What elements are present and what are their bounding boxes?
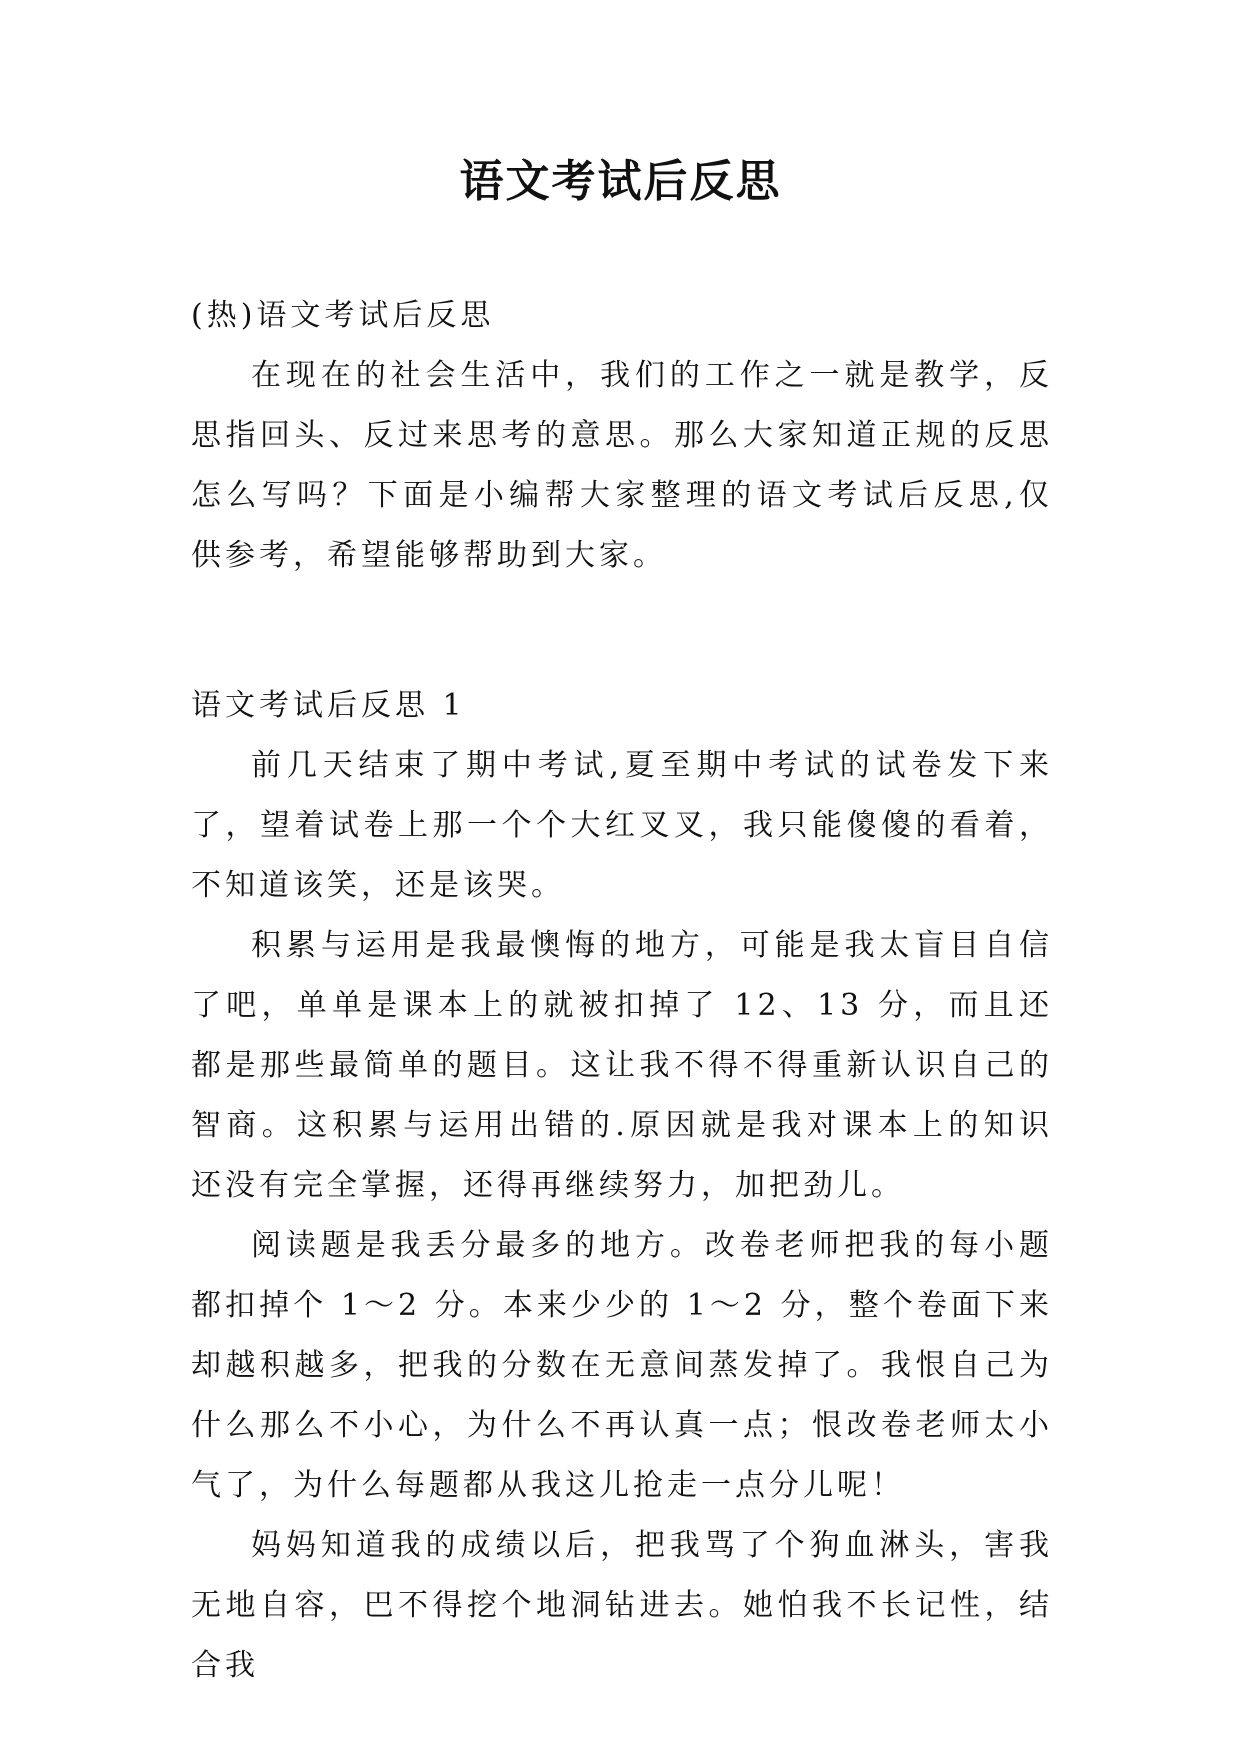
body-paragraph: 阅读题是我丢分最多的地方。改卷老师把我的每小题都扣掉个 1～2 分。本来少少的 1～2 分，整个卷面下来却越积越多，把我的分数在无意间蒸发掉了。我恨自己为什么那么不小心，为什么不再认真一点；恨改卷老师太小气了，为什么每题都从我这儿抢走一点分儿呢！ xyxy=(191,1228,1053,1503)
intro-paragraph: 在现在的社会生活中，我们的工作之一就是教学，反思指回头、反过来思考的意思。那么大家知道正规的反思怎么写吗？下面是小编帮大家整理的语文考试后反思,仅供参考，希望能够帮助到大家。 xyxy=(191,358,1053,573)
section-heading: 语文考试后反思 1 xyxy=(191,688,466,723)
body-paragraph: 积累与运用是我最懊悔的地方，可能是我太盲目自信了吧，单单是课本上的就被扣掉了 12、13 分，而且还都是那些最简单的题目。这让我不得不得重新认识自己的智商。这积累与运用出错的.原因就是我对课本上的知识还没有完全掌握，还得再继续努力，加把劲儿。 xyxy=(191,928,1053,1203)
document-body xyxy=(191,286,1053,1696)
document-title: 语文考试后反思 xyxy=(459,156,782,207)
document-subtitle: (热)语文考试后反思 xyxy=(191,298,495,333)
body-paragraph: 前几天结束了期中考试,夏至期中考试的试卷发下来了，望着试卷上那一个个大红叉叉，我只能傻傻的看着，不知道该笑，还是该哭。 xyxy=(191,748,1053,903)
body-paragraph: 妈妈知道我的成绩以后，把我骂了个狗血淋头，害我无地自容，巴不得挖个地洞钻进去。她怕我不长记性，结合我 xyxy=(191,1528,1053,1683)
